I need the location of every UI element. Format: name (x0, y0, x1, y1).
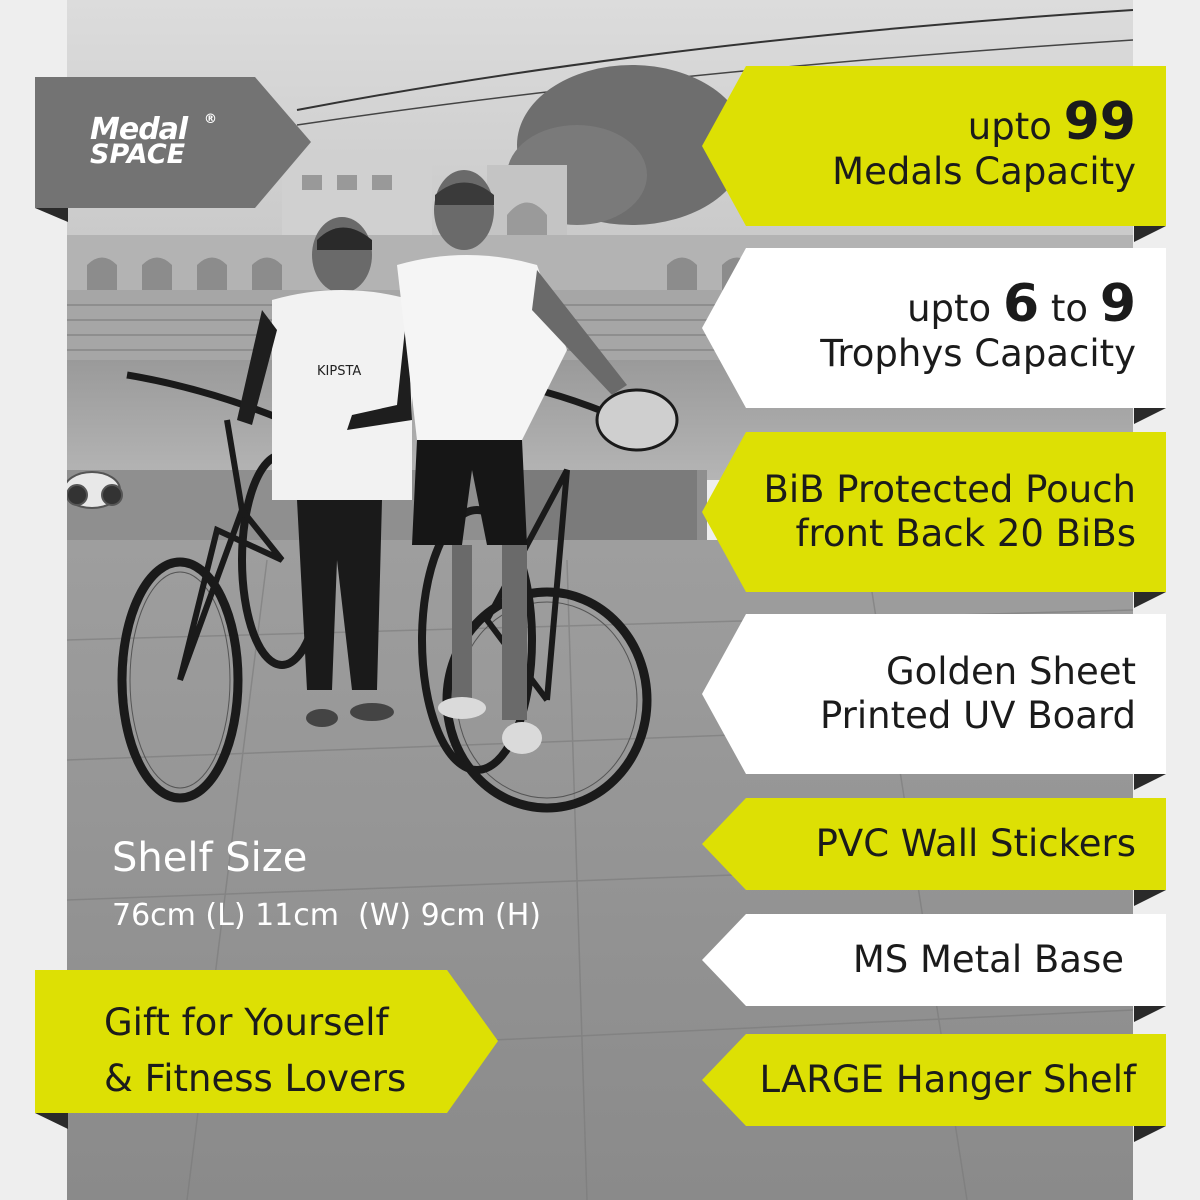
feature-trophys-line1: upto 6 to 9 (907, 274, 1136, 335)
brand-logo (90, 112, 188, 170)
logo-line2: SPACE (90, 139, 186, 170)
gift-banner-fold (35, 1113, 68, 1129)
shirt-text: KIPSTA (317, 364, 362, 379)
gift-banner-text (104, 995, 406, 1107)
feature-pvc-line1: PVC Wall Stickers (815, 821, 1136, 865)
feature-golden-line2: Printed UV Board (819, 694, 1136, 737)
feature-hanger-line1: LARGE Hanger Shelf (759, 1057, 1136, 1101)
feature-medals-line1: upto 99 (967, 92, 1136, 153)
feature-pvc-stickers (702, 798, 1166, 890)
feature-trophys-line2: Trophys Capacity (820, 331, 1136, 375)
feature-golden-sheet (702, 614, 1166, 774)
registered-mark: ® (204, 112, 217, 127)
feature-metal-line1: MS Metal Base (852, 937, 1124, 981)
feature-medals-line2: Medals Capacity (832, 149, 1136, 193)
shelf-size-title: Shelf Size (112, 835, 308, 881)
logo-badge-fold (35, 208, 68, 222)
gift-line1: Gift for Yourself (104, 1001, 389, 1044)
feature-metal-base (702, 914, 1166, 1006)
feature-bib-pouch (702, 432, 1166, 592)
gift-line2: & Fitness Lovers (104, 1057, 407, 1100)
feature-medals-capacity (702, 66, 1166, 226)
feature-golden-line1: Golden Sheet (885, 649, 1136, 693)
feature-trophys-capacity (702, 248, 1166, 408)
feature-bib-line2: front Back 20 BiBs (795, 512, 1136, 555)
logo-line1: Medal (90, 112, 188, 147)
feature-bib-line1: BiB Protected Pouch (763, 467, 1136, 511)
shelf-size-dimensions: 76cm (L) 11cm (W) 9cm (H) (112, 898, 541, 933)
feature-hanger-shelf (702, 1034, 1166, 1126)
